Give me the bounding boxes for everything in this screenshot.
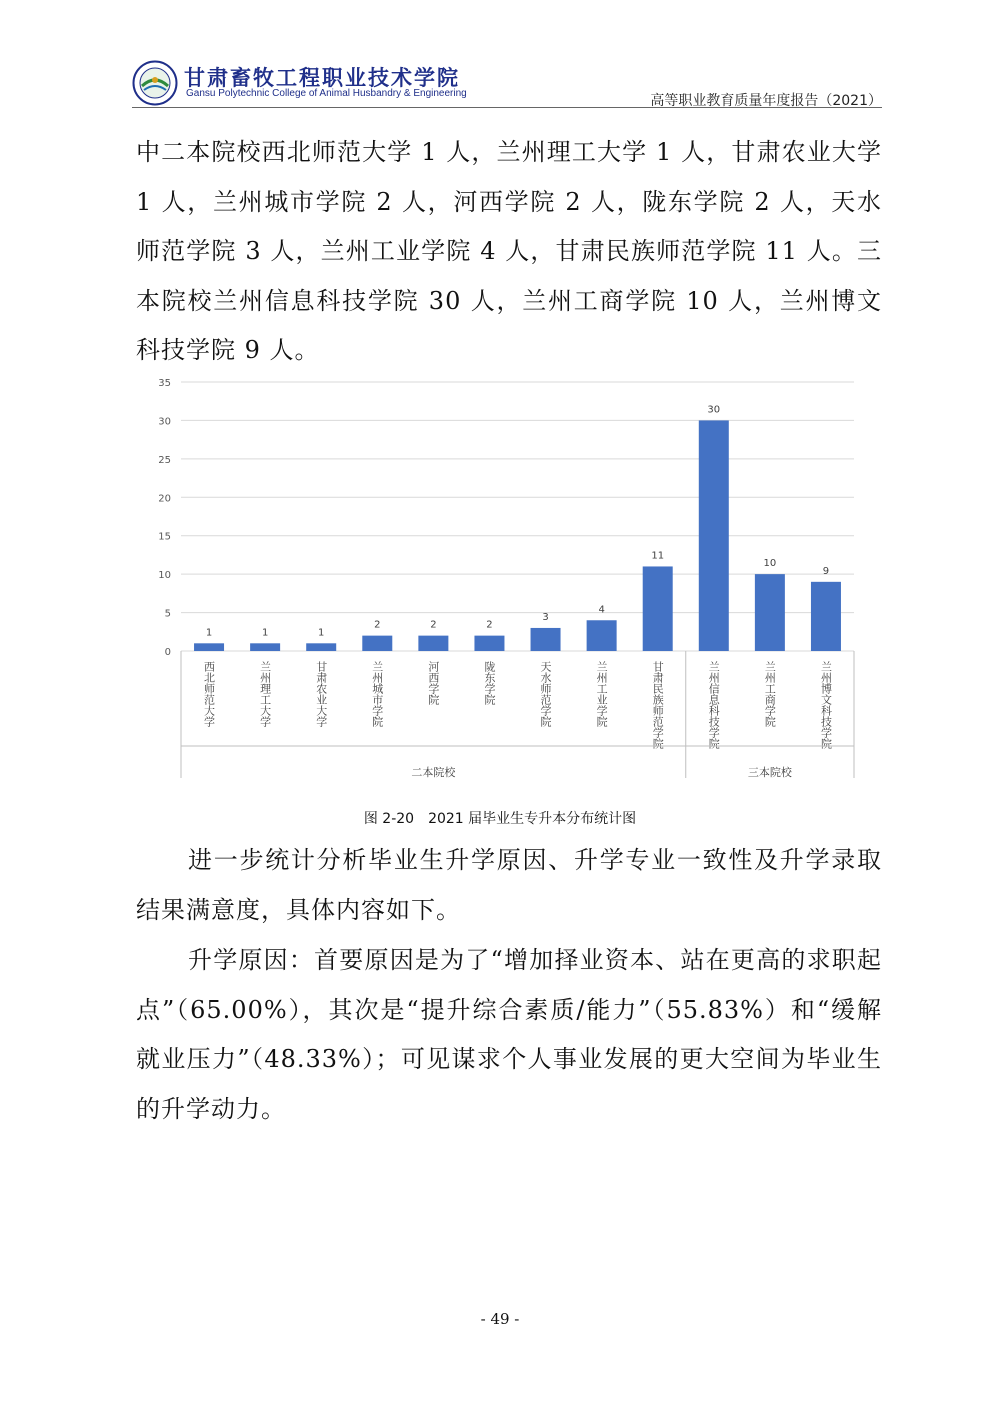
data-label: 9 [822, 565, 830, 577]
page-header [132, 58, 882, 110]
category-label: 甘肃民族师范学院 [651, 661, 665, 749]
data-label: 11 [651, 550, 665, 562]
college-name-en: Gansu Polytechnic College of Animal Husbandry & Engineering [186, 88, 467, 99]
group-label: 二本院校 [411, 766, 456, 779]
data-label: 2 [486, 619, 493, 631]
data-label: 1 [261, 627, 269, 639]
bar [474, 636, 504, 651]
category-label: 河西学院 [426, 661, 440, 705]
bar-chart [136, 368, 866, 788]
chart-svg [136, 368, 866, 788]
category-label: 兰州信息科技学院 [707, 661, 721, 749]
bar [194, 643, 224, 651]
y-tick-label: 35 [158, 378, 171, 389]
bar [643, 566, 673, 651]
y-tick-label: 5 [164, 608, 171, 620]
data-label: 10 [763, 558, 777, 570]
data-label: 1 [205, 627, 213, 639]
y-tick-label: 25 [158, 454, 171, 466]
y-tick-label: 15 [158, 531, 171, 543]
y-tick-label: 20 [158, 493, 171, 505]
paragraph-upgrade-schools: 中二本院校西北师范大学 1 人，兰州理工大学 1 人，甘肃农业大学 1 人，兰州城市学院 2 人，河西学院 2 人，陇东学院 2 人，天水师范学院 3 人，兰州工业学院 4 人，甘肃民族师范学院 11 人。三本院校兰州信息科技学院 30 人，兰州工商学院 10 人，兰州博文科技学院 9 人。 [136, 138, 882, 364]
category-label: 陇东学院 [482, 661, 496, 705]
college-seal-logo [132, 60, 178, 106]
category-label: 兰州工商学院 [763, 661, 777, 727]
page-number: - 49 - [480, 1310, 520, 1328]
data-label: 4 [598, 604, 605, 616]
data-label: 30 [707, 404, 721, 416]
category-label: 兰州城市学院 [370, 661, 384, 727]
bar [418, 636, 448, 651]
y-tick-label: 10 [158, 570, 171, 582]
category-label: 兰州博文科技学院 [819, 661, 833, 749]
paragraph-analysis-intro: 进一步统计分析毕业生升学原因、升学专业一致性及升学录取结果满意度，具体内容如下。 [136, 846, 882, 924]
y-tick-label: 0 [164, 647, 171, 658]
figure-caption: 图 2-20 2021 届毕业生专升本分布统计图 [363, 811, 637, 827]
bar [587, 620, 617, 651]
bar [811, 582, 841, 651]
category-label: 西北师范大学 [202, 661, 216, 727]
bar [250, 643, 280, 651]
college-name-cn: 甘肃畜牧工程职业技术学院 [184, 65, 460, 90]
bar [531, 628, 561, 651]
bar [306, 643, 336, 651]
data-label: 3 [542, 611, 549, 623]
bar [755, 574, 785, 651]
paragraph-upgrade-reasons: 升学原因：首要原因是为了“增加择业资本、站在更高的求职起点”（65.00%），其次是“提升综合素质/能力”（55.83%）和“缓解就业压力”（48.33%）；可见谋求个人事业发展的更大空间为毕业生的升学动力。 [136, 946, 882, 1123]
report-title: 高等职业教育质量年度报告（2021） [650, 93, 882, 109]
bar [699, 420, 729, 651]
category-label: 兰州工业学院 [595, 661, 609, 727]
category-label: 天水师范学院 [539, 661, 553, 727]
data-label: 2 [430, 619, 437, 631]
y-tick-label: 30 [158, 416, 171, 428]
bar [362, 636, 392, 651]
data-label: 1 [318, 627, 325, 639]
category-label: 兰州理工大学 [258, 661, 272, 727]
data-label: 2 [374, 619, 381, 631]
header-divider [132, 107, 882, 108]
group-label: 三本院校 [747, 766, 792, 779]
category-label: 甘肃农业大学 [314, 661, 328, 727]
